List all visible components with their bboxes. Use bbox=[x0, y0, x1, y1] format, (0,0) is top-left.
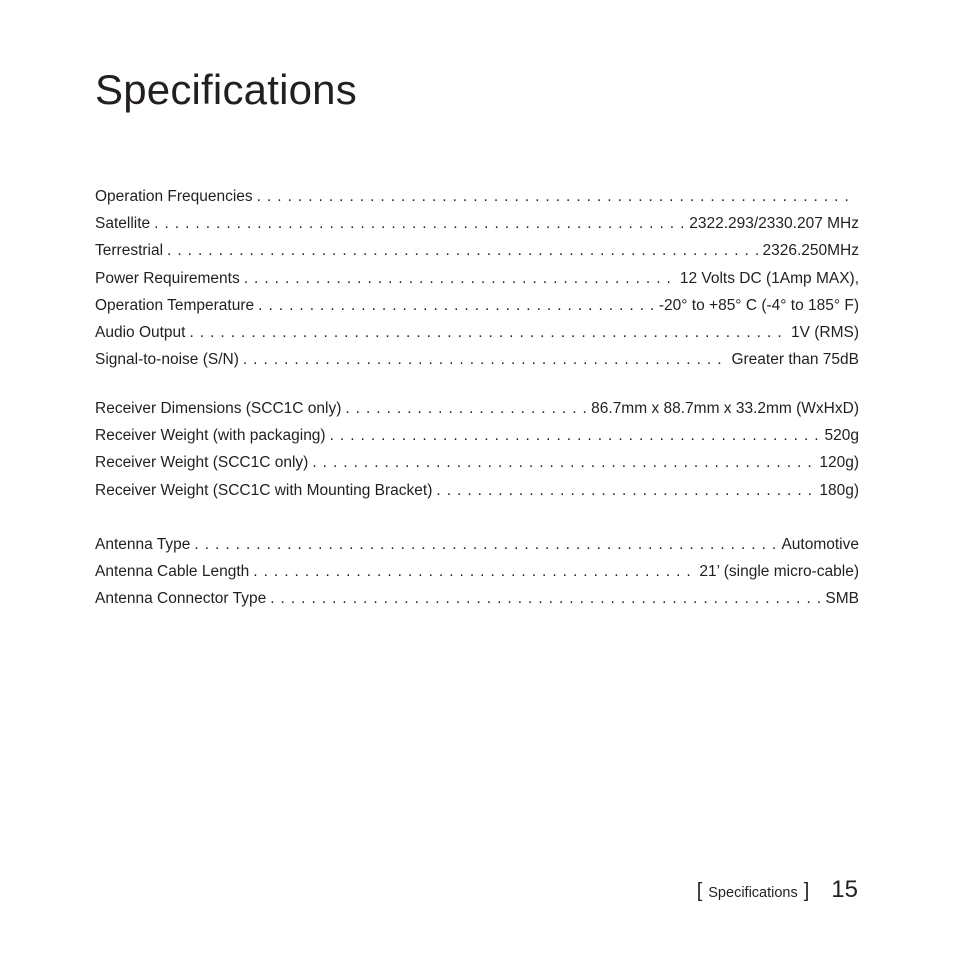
spec-row bbox=[95, 292, 859, 319]
spec-group-receiver bbox=[95, 395, 859, 504]
spec-row bbox=[95, 395, 859, 422]
spec-label: Operation Frequencies bbox=[95, 188, 253, 205]
spec-value: 120g) bbox=[819, 454, 859, 472]
spec-value: 21’ (single micro-cable) bbox=[699, 563, 859, 581]
spec-label: Receiver Weight (SCC1C only) bbox=[95, 454, 309, 472]
dot-leader bbox=[243, 346, 728, 373]
spec-value: 1V (RMS) bbox=[790, 323, 859, 341]
footer-close-bracket: ] bbox=[803, 880, 810, 902]
spec-row bbox=[95, 531, 859, 558]
spec-value: 86.7mm x 88.7mm x 33.2mm (WxHxD) bbox=[591, 400, 859, 417]
spec-label: Power Requirements bbox=[95, 269, 240, 287]
spec-label: Audio Output bbox=[95, 323, 186, 341]
spec-value: Automotive bbox=[781, 536, 859, 553]
spec-row bbox=[95, 210, 859, 237]
page-title: Specifications bbox=[95, 66, 357, 113]
dot-leader bbox=[167, 237, 758, 264]
spec-label: Receiver Weight (with packaging) bbox=[95, 427, 326, 445]
spec-label: Antenna Connector Type bbox=[95, 590, 267, 608]
spec-row bbox=[95, 558, 859, 585]
spec-row bbox=[95, 449, 859, 476]
spec-row bbox=[95, 477, 859, 504]
spec-label: Receiver Dimensions (SCC1C only) bbox=[95, 400, 342, 417]
spec-row bbox=[95, 183, 859, 210]
dot-leader bbox=[436, 477, 815, 504]
footer-open-bracket: [ bbox=[696, 880, 703, 902]
spec-row bbox=[95, 346, 859, 373]
footer-section-name: Specifications bbox=[708, 885, 798, 901]
spec-label: Terrestrial bbox=[95, 242, 164, 260]
dot-leader bbox=[330, 422, 821, 449]
dot-leader bbox=[244, 265, 676, 292]
dot-leader bbox=[258, 292, 655, 319]
spec-row bbox=[95, 585, 859, 612]
spec-row bbox=[95, 237, 859, 264]
dot-leader bbox=[257, 183, 855, 210]
spec-row bbox=[95, 422, 859, 449]
dot-leader bbox=[194, 531, 777, 558]
spec-label: Signal-to-noise (S/N) bbox=[95, 351, 239, 369]
dot-leader bbox=[345, 395, 587, 422]
dot-leader bbox=[270, 585, 821, 612]
spec-row bbox=[95, 265, 859, 292]
spec-value: 180g) bbox=[819, 481, 859, 499]
dot-leader bbox=[154, 210, 685, 237]
spec-label: Operation Temperature bbox=[95, 296, 255, 314]
spec-label: Antenna Type bbox=[95, 536, 191, 553]
spec-value: -20° to +85° C (-4° to 185° F) bbox=[658, 296, 859, 314]
page-footer bbox=[697, 876, 858, 904]
spec-group-general bbox=[95, 183, 859, 373]
spec-value: SMB bbox=[825, 590, 859, 608]
spec-value: 520g bbox=[824, 427, 859, 445]
spec-value: Greater than 75dB bbox=[731, 351, 859, 369]
spec-value: 2326.250MHz bbox=[762, 242, 859, 260]
page-number: 15 bbox=[831, 876, 858, 903]
spec-label: Antenna Cable Length bbox=[95, 563, 250, 581]
spec-label: Satellite bbox=[95, 215, 151, 233]
dot-leader bbox=[312, 449, 815, 476]
spec-group-antenna bbox=[95, 531, 859, 613]
spec-row bbox=[95, 319, 859, 346]
dot-leader bbox=[253, 558, 695, 585]
spec-value: 12 Volts DC (1Amp MAX), bbox=[679, 269, 859, 287]
spec-label: Receiver Weight (SCC1C with Mounting Bracket) bbox=[95, 481, 433, 499]
spec-value: 2322.293/2330.207 MHz bbox=[689, 215, 859, 233]
dot-leader bbox=[189, 319, 786, 346]
